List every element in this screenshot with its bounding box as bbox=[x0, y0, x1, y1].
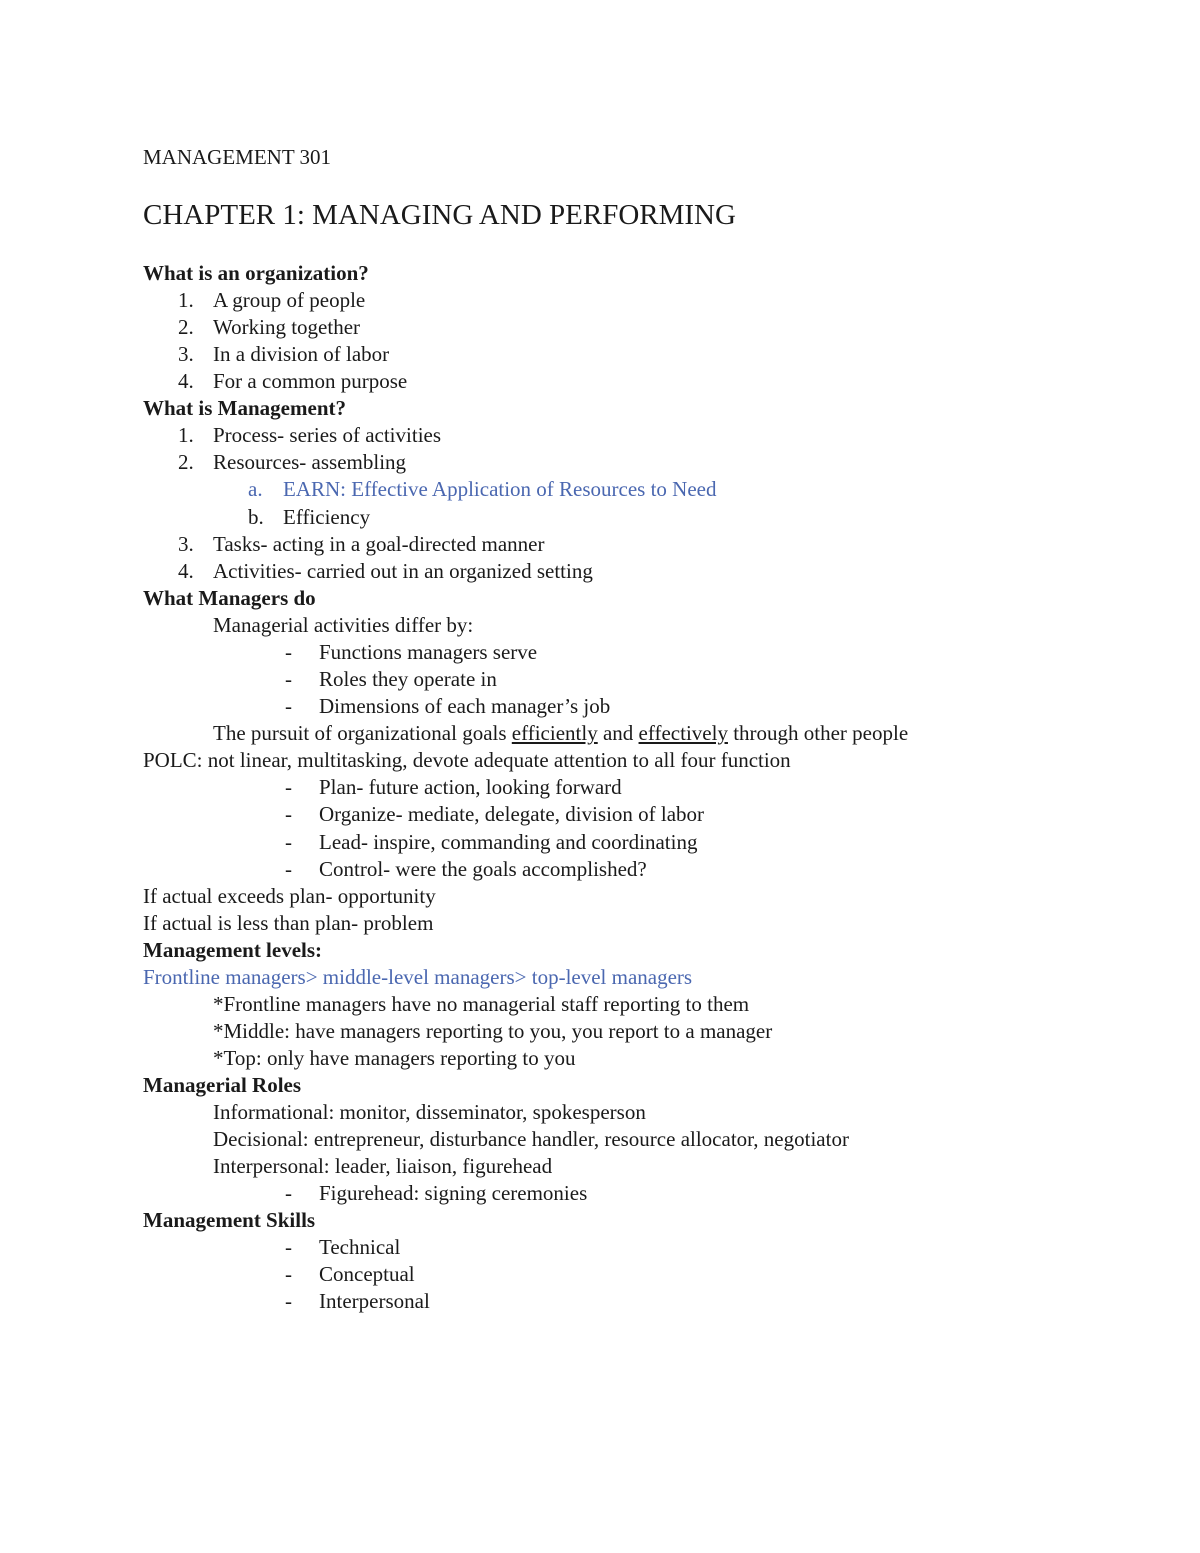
polc-line: POLC: not linear, multitasking, devote adequate attention to all four function bbox=[143, 748, 791, 772]
list-item: Interpersonal bbox=[319, 1289, 430, 1313]
list-item: Working together bbox=[213, 315, 361, 339]
list-marker: 3. bbox=[178, 342, 194, 366]
pursuit-text-2: through other people bbox=[727, 721, 909, 745]
paragraph: Interpersonal: leader, liaison, figurehead bbox=[213, 1154, 553, 1178]
list-item: Functions managers serve bbox=[319, 640, 538, 664]
list-item: Organize- mediate, delegate, division of labor bbox=[319, 802, 705, 826]
paragraph: If actual is less than plan- problem bbox=[143, 911, 434, 935]
list-item: For a common purpose bbox=[213, 369, 408, 393]
list-marker: 4. bbox=[178, 369, 194, 393]
section-heading-management: What is Management? bbox=[143, 396, 346, 420]
list-marker: 1. bbox=[178, 423, 194, 447]
list-item: In a division of labor bbox=[213, 342, 390, 366]
list-item: Dimensions of each manager’s job bbox=[319, 694, 611, 718]
paragraph: Informational: monitor, disseminator, spokesperson bbox=[213, 1100, 646, 1124]
list-marker: a. bbox=[248, 477, 263, 501]
list-item: Tasks- acting in a goal-directed manner bbox=[213, 532, 545, 556]
paragraph: Managerial activities differ by: bbox=[213, 613, 474, 637]
list-marker: - bbox=[285, 857, 292, 881]
list-marker: - bbox=[285, 1289, 292, 1313]
list-marker: - bbox=[285, 830, 292, 854]
section-heading-managers-do: What Managers do bbox=[143, 586, 316, 610]
list-marker: b. bbox=[248, 505, 264, 529]
list-item: Control- were the goals accomplished? bbox=[319, 857, 647, 881]
paragraph: *Frontline managers have no managerial staff reporting to them bbox=[213, 992, 750, 1016]
section-heading-levels: Management levels: bbox=[143, 938, 323, 962]
list-marker: - bbox=[285, 640, 292, 664]
list-item: Efficiency bbox=[283, 505, 371, 529]
list-item: Process- series of activities bbox=[213, 423, 442, 447]
list-marker: - bbox=[285, 802, 292, 826]
list-item: Technical bbox=[319, 1235, 401, 1259]
list-marker: 2. bbox=[178, 450, 194, 474]
list-marker: 2. bbox=[178, 315, 194, 339]
list-marker: 1. bbox=[178, 288, 194, 312]
paragraph: *Top: only have managers reporting to you bbox=[213, 1046, 576, 1070]
list-item: Resources- assembling bbox=[213, 450, 407, 474]
section-heading-skills: Management Skills bbox=[143, 1208, 316, 1232]
underlined-effectively: effectively bbox=[638, 721, 728, 745]
list-marker: - bbox=[285, 1235, 292, 1259]
chapter-title: CHAPTER 1: MANAGING AND PERFORMING bbox=[143, 199, 736, 231]
paragraph: *Middle: have managers reporting to you, you report to a manager bbox=[213, 1019, 773, 1043]
section-heading-roles: Managerial Roles bbox=[143, 1073, 302, 1097]
paragraph: Decisional: entrepreneur, disturbance handler, resource allocator, negotiator bbox=[213, 1127, 849, 1151]
list-item: Figurehead: signing ceremonies bbox=[319, 1181, 588, 1205]
pursuit-line bbox=[213, 720, 908, 747]
pursuit-text-and: and bbox=[597, 721, 639, 745]
list-item: A group of people bbox=[213, 288, 366, 312]
section-heading-organization: What is an organization? bbox=[143, 261, 369, 285]
list-item: Plan- future action, looking forward bbox=[319, 775, 622, 799]
underlined-efficiently: efficiently bbox=[511, 721, 598, 745]
list-marker: 3. bbox=[178, 532, 194, 556]
list-item: Conceptual bbox=[319, 1262, 415, 1286]
list-item: Roles they operate in bbox=[319, 667, 497, 691]
list-marker: - bbox=[285, 667, 292, 691]
list-marker: - bbox=[285, 1181, 292, 1205]
paragraph: If actual exceeds plan- opportunity bbox=[143, 884, 436, 908]
list-marker: - bbox=[285, 1262, 292, 1286]
list-item: Activities- carried out in an organized setting bbox=[213, 559, 593, 583]
pursuit-text-1: The pursuit of organizational goals bbox=[213, 721, 512, 745]
list-marker: 4. bbox=[178, 559, 194, 583]
list-item-earn: EARN: Effective Application of Resources to Need bbox=[283, 477, 717, 501]
course-title: MANAGEMENT 301 bbox=[143, 145, 332, 169]
list-marker: - bbox=[285, 694, 292, 718]
list-marker: - bbox=[285, 775, 292, 799]
levels-chain: Frontline managers> middle-level managers> top-level managers bbox=[143, 965, 693, 989]
list-item: Lead- inspire, commanding and coordinating bbox=[319, 830, 698, 854]
